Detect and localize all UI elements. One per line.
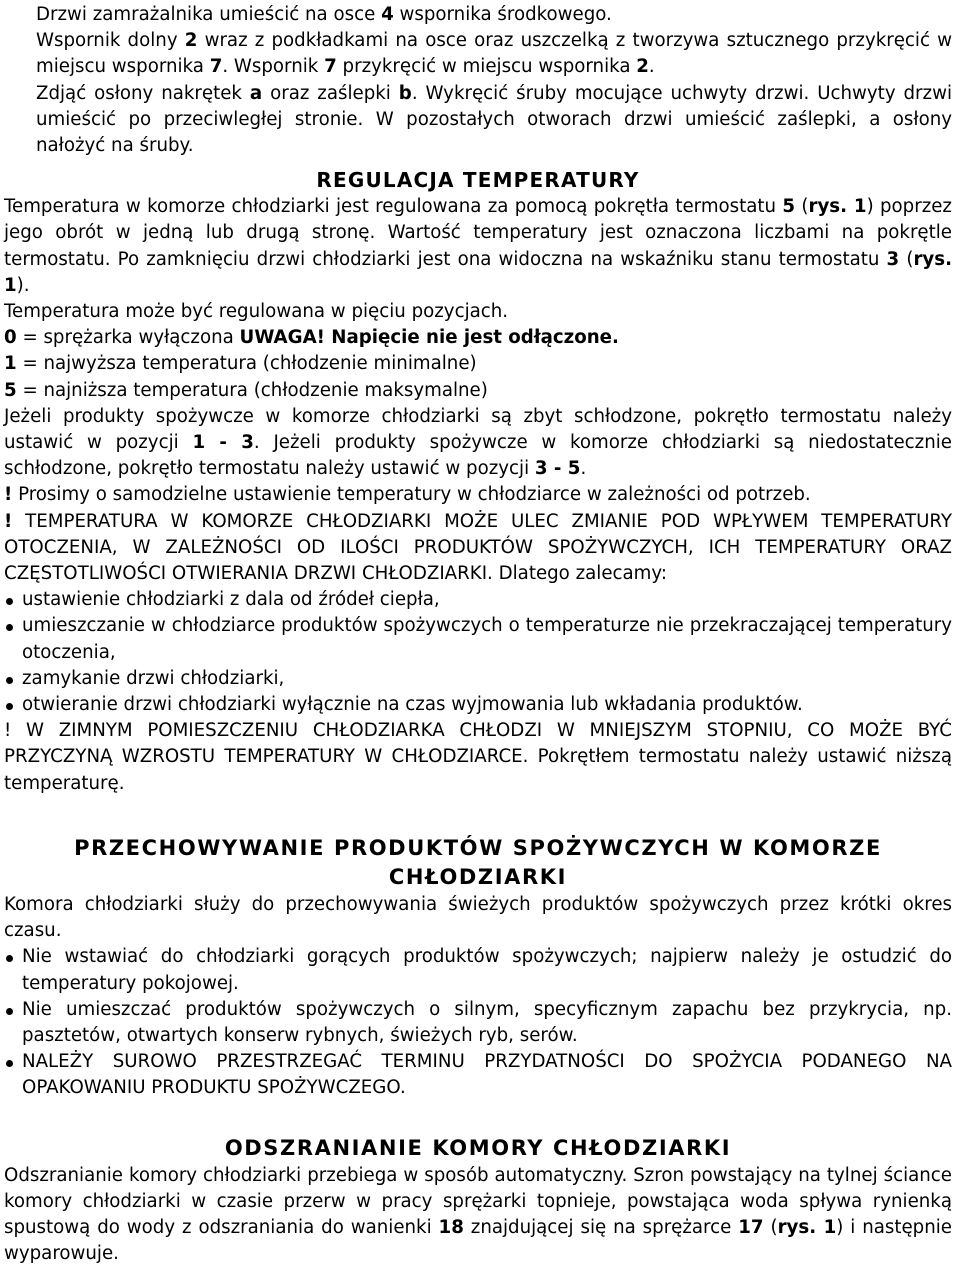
step-11: Drzwi zamrażalnika umieścić na osce 4 wspornika środkowego. <box>36 4 612 25</box>
bullet-icon <box>6 677 13 684</box>
list-item: NALEŻY SUROWO PRZESTRZEGAĆ TERMINU PRZYDATNOŚCI DO SPOŻYCIA PODANEGO NA OPAKOWANIU PRODUKTU SPOŻYWCZEGO. <box>4 1049 952 1101</box>
paragraph-defrost: Odszranianie komory chłodziarki przebiega w sposób automatyczny. Szron powstający na tylnej ściance komory chłodziarki w czasie przerw w pracy sprężarki topnieje, powstająca woda spływa rynienką spustową do wody z odszraniania do wanienki 18 znajdującej się na sprężarce 17 (rys. 1) i następnie wyparowuje. <box>4 1164 953 1265</box>
list-item: umieszczanie w chłodziarce produktów spożywczych o temperaturze nie przekraczającej temperatury otoczenia, <box>4 613 952 665</box>
heading-przechowywanie: PRZECHOWYWANIE PRODUKTÓW SPOŻYWCZYCH W KOMORZE CHŁODZIARKI <box>74 835 882 889</box>
bullet-icon <box>6 955 13 962</box>
list-item: Nie umieszczać produktów spożywczych o silnym, specyficznym zapachu bez przykrycia, np. pasztetów, otwartych konserw rybnych, świeżych ryb, serów. <box>4 997 952 1049</box>
paragraph-positions: Temperatura może być regulowana w pięciu pozycjach. <box>4 301 509 323</box>
bullet-icon <box>6 1060 13 1067</box>
notice-cold-room: ! W ZIMNYM POMIESZCZENIU CHŁODZIARKA CHŁODZI W MNIEJSZYM STOPNIU, CO MOŻE BYĆ PRZYCZYNĄ WZROSTU TEMPERATURY W CHŁODZIARCE. Pokrętłem termostatu należy ustawić niższą temperaturę. <box>4 720 952 794</box>
notice-ambient-temperature: ! TEMPERATURA W KOMORZE CHŁODZIARKI MOŻE ULEC ZMIANIE POD WPŁYWEM TEMPERATURY OTOCZENIA, W ZALEŻNOŚCI OD ILOŚCI PRODUKTÓW SPOŻYWCZYCH, ICH TEMPERATURY ORAZ CZĘSTOTLIWOŚCI OTWIERANIA DRZWI CHŁODZIARKI. Dlatego zalecamy: <box>4 510 952 585</box>
bullet-icon <box>6 703 13 710</box>
bullet-icon <box>6 1008 13 1015</box>
position-5: 5 = najniższa temperatura (chłodzenie maksymalne) <box>4 379 488 401</box>
bullet-icon <box>6 624 13 631</box>
manual-page <box>4 2 952 1267</box>
list-item: zamykanie drzwi chłodziarki, <box>4 666 952 692</box>
notice-self-adjust: ! Prosimy o samodzielne ustawienie temperatury w chłodziarce w zależności od potrzeb. <box>4 484 811 506</box>
bullet-icon <box>6 598 13 605</box>
position-1: 1 = najwyższa temperatura (chłodzenie minimalne) <box>4 353 477 375</box>
paragraph-thermostat: Temperatura w komorze chłodziarki jest regulowana za pomocą pokrętła termostatu 5 (rys. 1) poprzez jego obrót w jedną lub drugą stronę. Wartość temperatury jest oznaczona liczbami na pokrętle termostatu. Po zamknięciu drzwi chłodziarki jest ona widoczna na wskaźniku stanu termostatu 3 (rys. 1). <box>4 196 952 296</box>
paragraph-adjustment: Jeżeli produkty spożywcze w komorze chłodziarki są zbyt schłodzone, pokrętło termostatu należy ustawić w pozycji 1 - 3. Jeżeli produkty spożywcze w komorze chłodziarki są niedostatecznie schłodzone, pokrętło termostatu należy ustawić w pozycji 3 - 5. <box>4 405 952 480</box>
list-item: ustawienie chłodziarki z dala od źródeł ciepła, <box>4 587 952 613</box>
storage-list <box>4 944 952 1101</box>
step-12: Wspornik dolny 2 wraz z podkładkami na osce oraz uszczelką z tworzywa sztucznego przykręcić w miejscu wspornika 7. Wspornik 7 przykręcić w miejscu wspornika 2. <box>36 30 953 78</box>
heading-regulacja-temperatury: REGULACJA TEMPERATURY <box>316 168 640 193</box>
position-0: 0 = sprężarka wyłączona UWAGA! Napięcie nie jest odłączone. <box>4 327 619 349</box>
list-item: otwieranie drzwi chłodziarki wyłącznie na czas wyjmowania lub wkładania produktów. <box>4 692 952 718</box>
heading-odszranianie: ODSZRANIANIE KOMORY CHŁODZIARKI <box>224 1135 732 1160</box>
step-13: Zdjąć osłony nakrętek a oraz zaślepki b. Wykręcić śruby mocujące uchwyty drzwi. Uchwyty drzwi umieścić po przeciwległej stronie. W pozostałych otworach drzwi umieścić zaślepki, a osłony nałożyć na śruby. <box>36 82 952 157</box>
recommendations-list <box>4 587 952 718</box>
paragraph-storage: Komora chłodziarki służy do przechowywania świeżych produktów spożywczych przez krótki okres czasu. <box>4 893 952 942</box>
list-item: Nie wstawiać do chłodziarki gorących produktów spożywczych; najpierw należy je ostudzić do temperatury pokojowej. <box>4 944 952 996</box>
